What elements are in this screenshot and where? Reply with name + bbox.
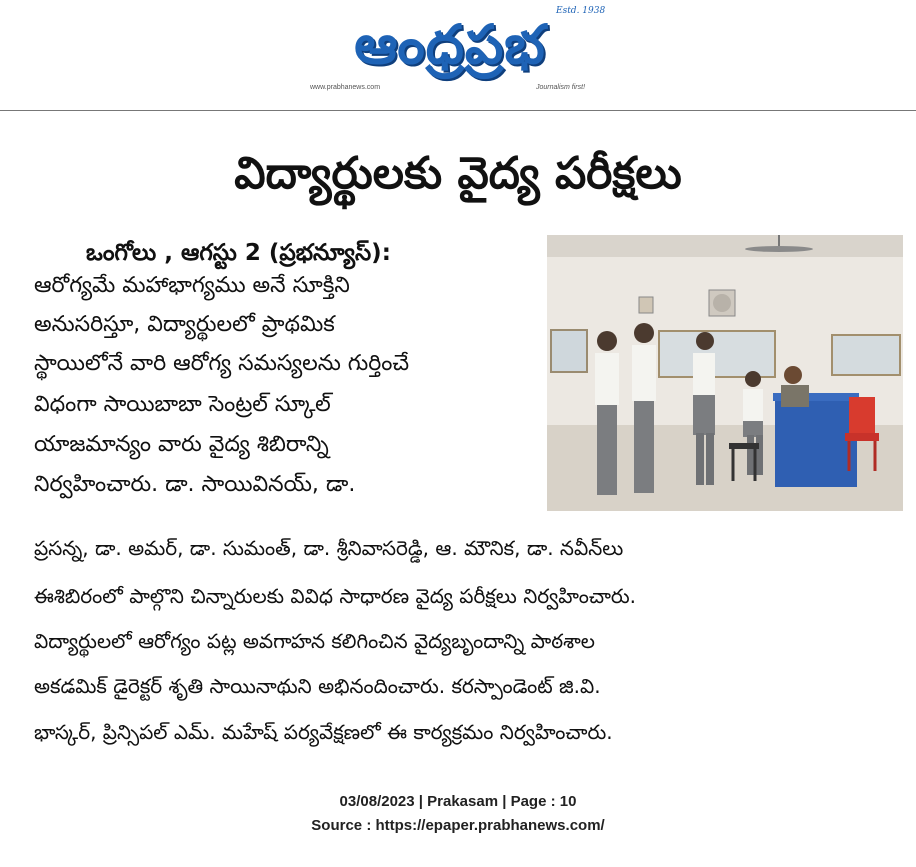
masthead bbox=[0, 0, 916, 110]
article-line: ఈశిబిరంలో పాల్గొని చిన్నారులకు వివిధ సాధారణ వైద్య పరీక్షలు నిర్వహించారు. bbox=[34, 584, 637, 608]
article-line: విద్యార్థులలో ఆరోగ్యం పట్ల అవగాహన కలిగించిన వైద్యబృందాన్ని పాఠశాల bbox=[34, 629, 595, 653]
established-year: Estd. 1938 bbox=[556, 6, 606, 16]
article-line: విధంగా సాయిబాబా సెంట్రల్‌ స్కూల్‌ bbox=[34, 392, 331, 417]
masthead-divider bbox=[0, 110, 916, 111]
article-line: యాజమాన్యం వారు వైద్య శిబిరాన్ని bbox=[34, 432, 329, 457]
article-line: నిర్వహించారు. డా. సాయివినయ్‌, డా. bbox=[34, 472, 356, 497]
news-photo bbox=[547, 235, 903, 511]
logo-text: ఆంధ్రప్రభ bbox=[354, 13, 546, 76]
newspaper-logo bbox=[300, 6, 610, 94]
source-link[interactable]: Source : https://epaper.prabhanews.com/ bbox=[311, 817, 605, 834]
article-line: భాస్కర్‌, ప్రిన్సిపల్‌ ఎమ్‌. మహేష్‌ పర్యవేక్షణలో ఈ కార్యక్రమం నిర్వహించారు. bbox=[34, 720, 613, 744]
edition-info: 03/08/2023 | Prakasam | Page : 10 bbox=[339, 793, 577, 810]
photo-illustration bbox=[547, 235, 903, 511]
article-headline: విద్యార్థులకు వైద్య పరీక్షలు bbox=[234, 148, 682, 199]
article-line: ప్రసన్న, డా. అమర్‌, డా. సుమంత్‌, డా. శ్రీనివాసరెడ్డి, ఆ. మౌనిక, డా. నవీన్‌లు bbox=[34, 536, 624, 560]
article-line: అకడమిక్‌ డైరెక్టర్‌ శృతి సాయినాథుని అభినందించారు. కరస్పాండెంట్‌ జి.వి. bbox=[34, 674, 601, 698]
article-line: స్థాయిలోనే వారి ఆరోగ్య సమస్యలను గుర్తించే bbox=[34, 351, 410, 376]
tagline: Journalism first! bbox=[536, 84, 586, 91]
article-line: అనుసరిస్తూ, విద్యార్థులలో ప్రాథమిక bbox=[34, 312, 335, 337]
article-line: ఆరోగ్యమే మహాభాగ్యము అనే సూక్తిని bbox=[34, 273, 350, 298]
article-dateline: ఒంగోలు , ఆగస్టు 2 (ప్రభన్యూస్‌): bbox=[86, 240, 391, 266]
website-url: www.prabhanews.com bbox=[310, 84, 381, 91]
